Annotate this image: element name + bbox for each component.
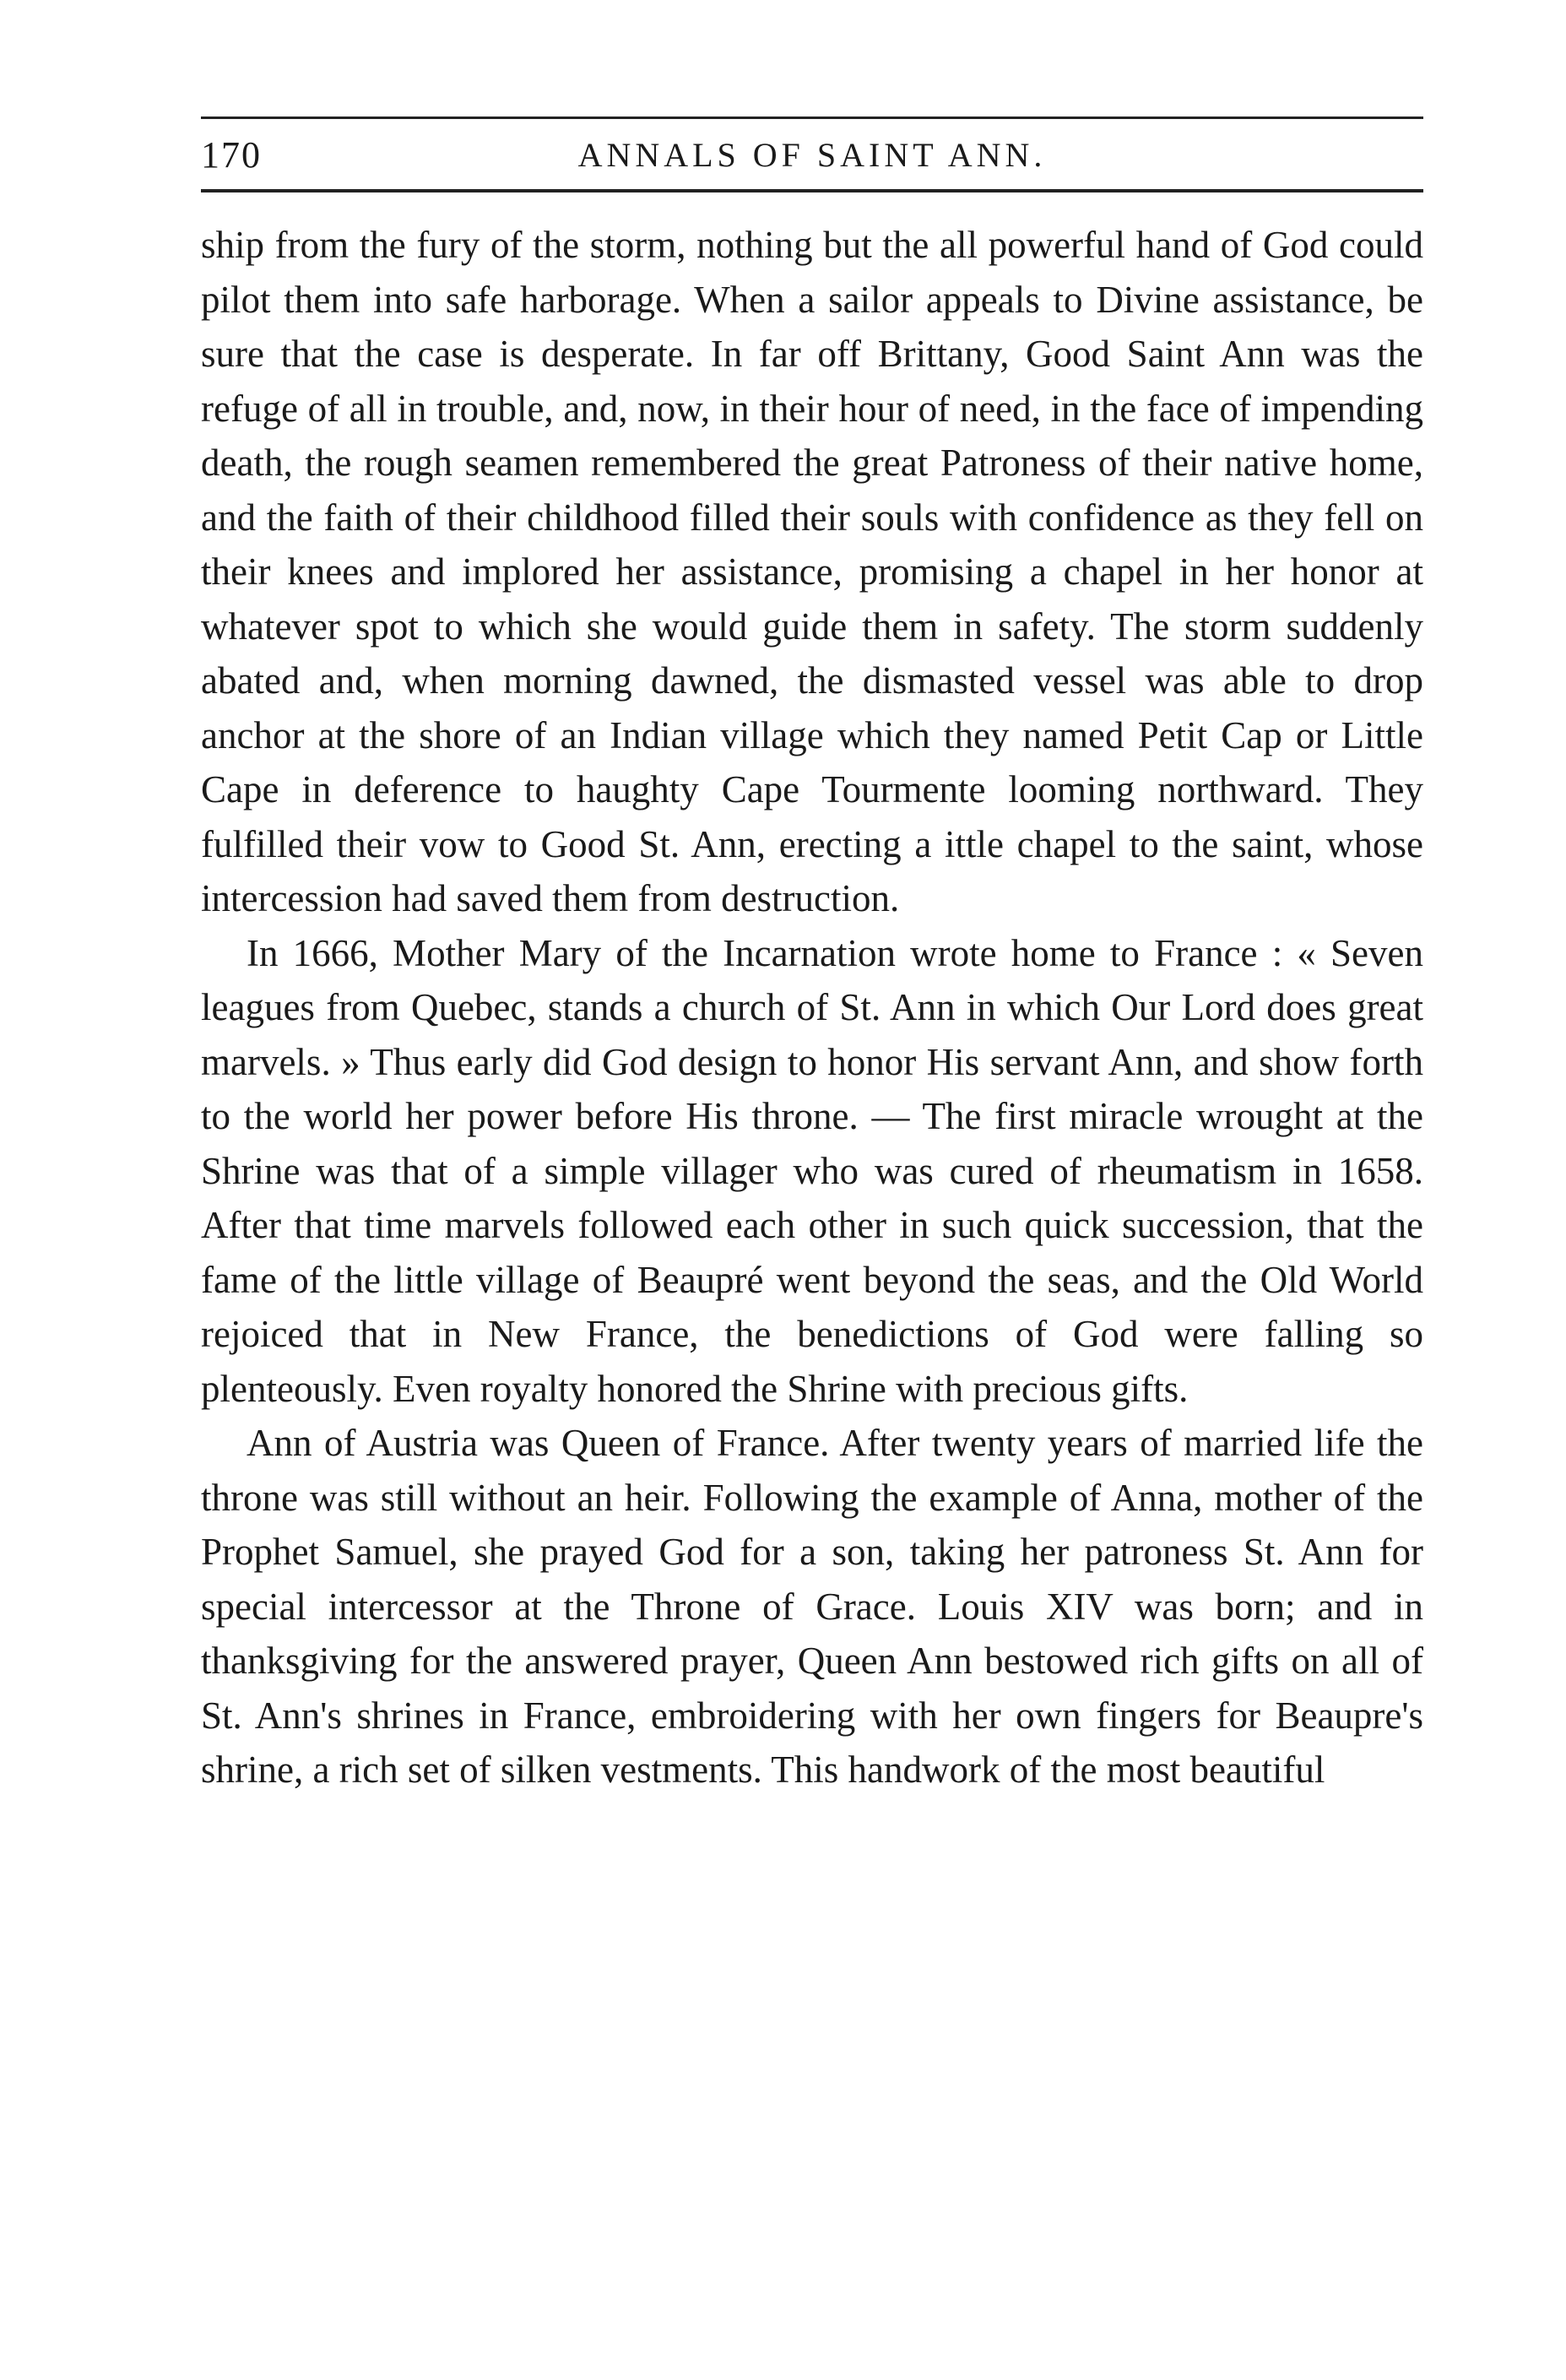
paragraph: Ann of Austria was Queen of France. After twenty years of married life the throne was still without an heir. Following the example of Anna, mother of the Prophet Samuel, she prayed God for a son, taking her patroness St. Ann for special intercessor at the Throne of Grace. Louis XIV was born; and in thanksgiving for the answered prayer, Queen Ann bestowed rich gifts on all of St. Ann's shrines in France, embroidering with her own fingers for Beaupre's shrine, a rich set of silken vestments. This handwork of the most beautiful — [201, 1422, 1423, 1791]
page-number: 170 — [201, 134, 262, 176]
page-header — [201, 108, 1423, 192]
body-text — [201, 218, 1423, 1797]
header-top-rule — [201, 117, 1423, 119]
paragraph: ship from the fury of the storm, nothing but the all powerful hand of God could pilot them into safe harborage. When a sailor appeals to Divine assistance, be sure that the case is desperate. In far off Brittany, Good Saint Ann was the refuge of all in trouble, and, now, in their hour of need, in the face of impending death, the rough seamen remembered the great Patroness of their native home, and the faith of their childhood filled their souls with confidence as they fell on their knees and implored her assistance, promising a chapel in her honor at whatever spot to which she would guide them in safety. The storm suddenly abated and, when morning dawned, the dismasted vessel was able to drop anchor at the shore of an Indian village which they named Petit Cap or Little Cape in deference to haughty Cape Tourmente looming northward. They fulfilled their vow to Good St. Ann, erecting a ittle chapel to the saint, whose intercession had saved them from destruction. — [201, 224, 1423, 919]
paragraph: In 1666, Mother Mary of the Incarnation wrote home to France : « Seven leagues from Quebec, stands a church of St. Ann in which Our Lord does great marvels. » Thus early did God design to honor His servant Ann, and show forth to the world her power before His throne. — The first miracle wrought at the Shrine was that of a simple villager who was cured of rheumatism in 1658. After that time marvels followed each other in such quick succession, that the fame of the little village of Beaupré went beyond the seas, and the Old World rejoiced that in New France, the benedictions of God were falling so plenteously. Even royalty honored the Shrine with precious gifts. — [201, 931, 1423, 1410]
running-head: ANNALS OF SAINT ANN. — [577, 136, 1047, 174]
header-bottom-rule — [201, 189, 1423, 192]
